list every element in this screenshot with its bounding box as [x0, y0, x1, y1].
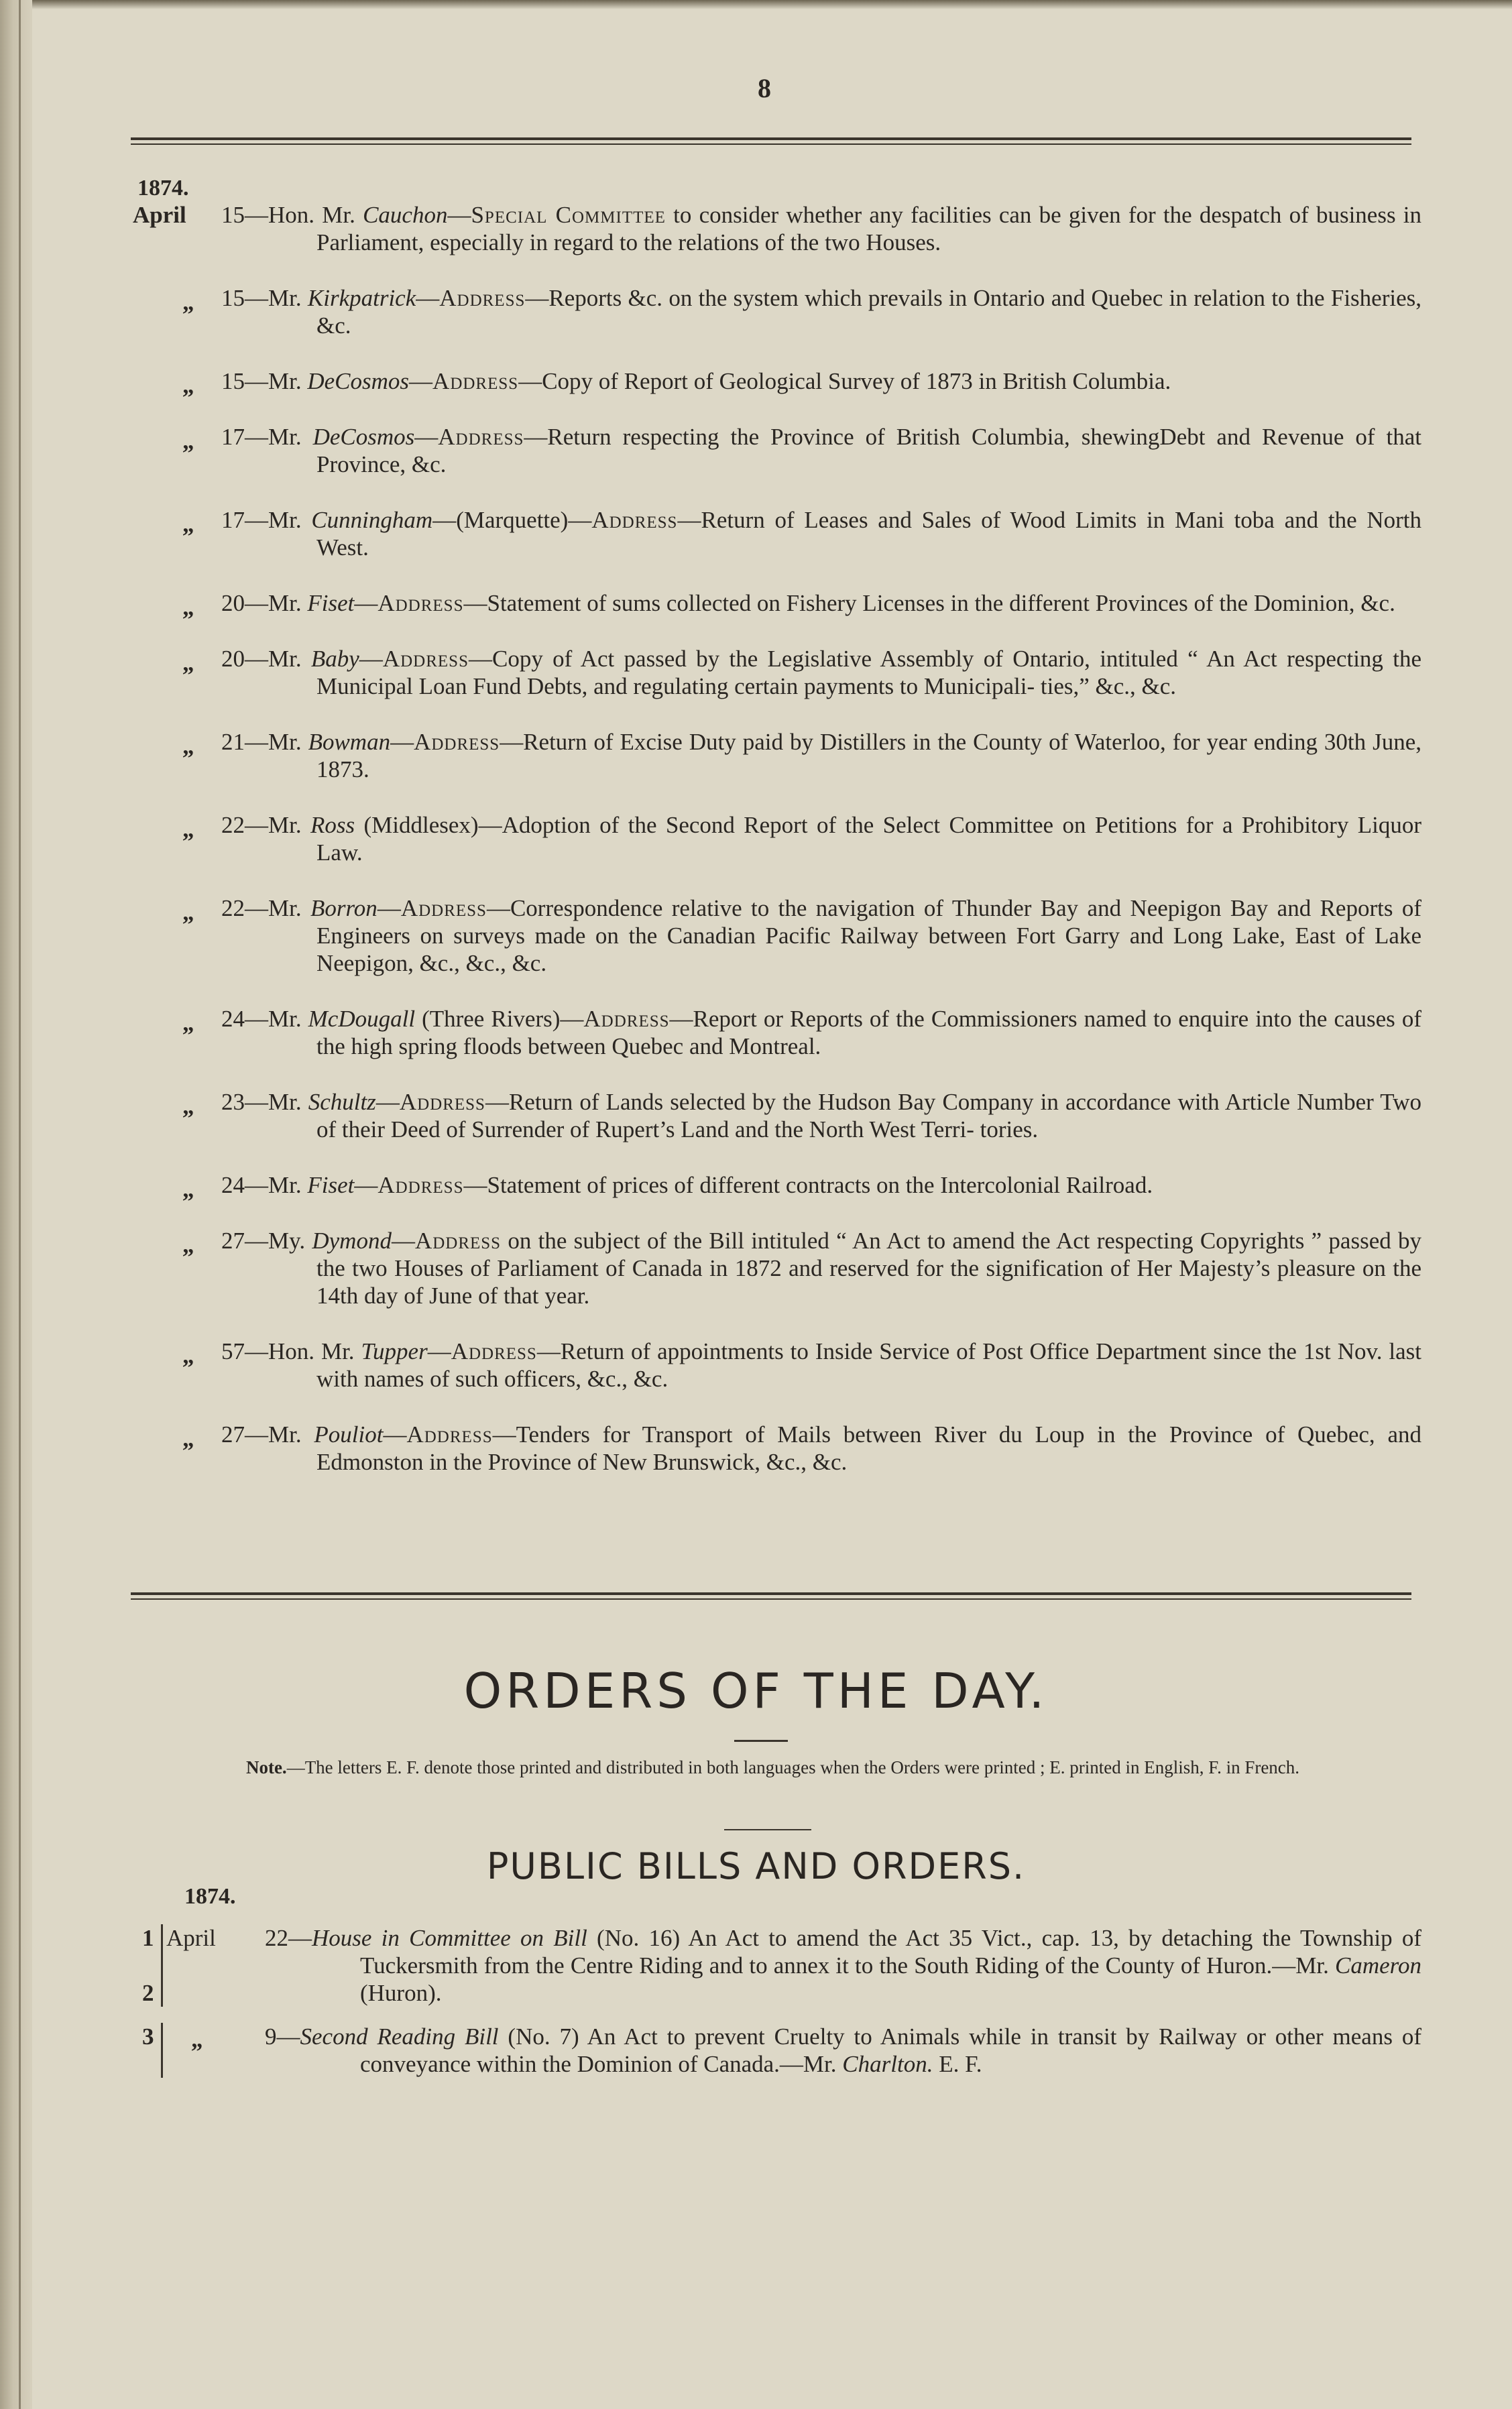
public-bills-title: PUBLIC BILLS AND ORDERS.: [486, 1845, 1026, 1887]
text-fragment: 17—Mr.: [221, 507, 312, 533]
ditto-mark: „: [182, 372, 194, 398]
text-fragment: —Return respecting the Province of British Columbia, shewingDebt and Revenue of that Province, &c.: [316, 424, 1421, 477]
order-number: 1: [142, 1925, 154, 1951]
bills-list: [127, 1924, 1421, 2094]
note-text: —The letters E. F. denote those printed and distributed in both languages when the Orders were printed ; E. printed in English, F. in French.: [286, 1757, 1300, 1777]
text-fragment: —: [354, 1172, 378, 1198]
notice-entry: [127, 1227, 1421, 1309]
text-fragment: Cameron: [1335, 1952, 1421, 1979]
text-fragment: 21—Mr.: [221, 729, 308, 755]
text-fragment: Address: [451, 1338, 537, 1364]
text-fragment: Bowman: [308, 729, 391, 755]
header-year: 1874.: [137, 176, 189, 200]
text-fragment: DeCosmos: [312, 424, 415, 450]
number-column-rule: [161, 2023, 163, 2078]
text-fragment: —: [409, 368, 433, 394]
text-fragment: Charlton.: [842, 2051, 933, 2077]
note-divider: [724, 1829, 811, 1830]
text-fragment: (No. 7) An Act to prevent Cruelty to Animals while in transit by Railway or other means of conveyance within the Dominion of Canada.—Mr.: [360, 2023, 1421, 2077]
notice-entry: [127, 589, 1421, 620]
text-fragment: (Middlesex)—Adoption of the Second Report of the Select Committee on Petitions for a Prohibitory Liquor Law.: [316, 812, 1421, 866]
bills-year: 1874.: [184, 1884, 236, 1909]
entry-text: [221, 1227, 1421, 1309]
text-fragment: Address: [439, 285, 526, 311]
text-fragment: (Three Rivers)—: [415, 1006, 584, 1032]
ditto-mark: „: [191, 2026, 203, 2052]
text-fragment: McDougall: [308, 1006, 416, 1032]
text-fragment: Pouliot: [314, 1421, 384, 1448]
text-fragment: 24—Mr.: [221, 1172, 308, 1198]
ditto-mark: „: [182, 594, 194, 620]
text-fragment: —Return of Excise Duty paid by Distillers in the County of Waterloo, for year ending 30th June, 1873.: [316, 729, 1421, 782]
ditto-mark: „: [182, 733, 194, 759]
entry-text: [221, 367, 1421, 395]
text-fragment: to consider whether any facilities can be given for the despatch of business in Parliament, especially in regard to the relations of the two Houses.: [316, 202, 1422, 255]
text-fragment: 24—Mr.: [221, 1006, 308, 1032]
text-fragment: —Return of Leases and Sales of Wood Limits in Mani toba and the North West.: [316, 507, 1421, 561]
entry-text: [221, 589, 1421, 617]
text-fragment: (No. 16) An Act to amend the Act 35 Vict., cap. 13, by detaching the Township of Tuckersmith from the Centre Riding and to annex it to the South Riding of the County of Huron.—Mr.: [360, 1925, 1421, 1979]
entry-text: [221, 1088, 1421, 1143]
notice-entry: [127, 284, 1421, 339]
text-fragment: Tupper: [361, 1338, 428, 1364]
text-fragment: —: [390, 729, 414, 755]
entry-text: [221, 506, 1421, 561]
text-fragment: —: [354, 590, 378, 616]
notice-entry: [127, 894, 1421, 977]
text-fragment: —: [377, 895, 401, 921]
entry-text: [221, 1171, 1421, 1199]
text-fragment: —Copy of Act passed by the Legislative Assembly of Ontario, intituled “ An Act respecting the Municipal Loan Fund Debts, and regulating certain payments to Municipali- ties,” &c., &c.: [316, 646, 1421, 699]
text-fragment: —Reports &c. on the system which prevails in Ontario and Quebec in relation to the Fisheries, &c.: [316, 285, 1421, 339]
ditto-mark: „: [182, 816, 194, 842]
text-fragment: Cauchon: [363, 202, 448, 228]
text-fragment: 22—Mr.: [221, 812, 310, 838]
notice-entry: [127, 423, 1421, 478]
entry-text: [221, 645, 1421, 700]
text-fragment: 20—Mr.: [221, 646, 311, 672]
notice-entries: [127, 201, 1421, 1504]
text-fragment: —: [359, 646, 383, 672]
text-fragment: (Huron).: [360, 1980, 442, 2006]
text-fragment: Baby: [310, 646, 359, 672]
text-fragment: DeCosmos: [307, 368, 410, 394]
text-fragment: —: [447, 202, 471, 228]
text-fragment: 9—: [265, 2023, 300, 2050]
text-fragment: Address: [583, 1006, 670, 1032]
text-fragment: Address: [406, 1421, 493, 1448]
text-fragment: Fiset: [307, 590, 355, 616]
entry-text: [221, 728, 1421, 783]
text-fragment: —Return of appointments to Inside Service of Post Office Department since the 1st Nov. last with names of such officers, &c., &c.: [316, 1338, 1421, 1392]
text-fragment: —: [375, 1089, 400, 1115]
entry-text: [221, 1421, 1421, 1476]
ditto-mark: „: [182, 511, 194, 537]
text-fragment: 22—Mr.: [221, 895, 310, 921]
text-fragment: 22—: [265, 1925, 312, 1951]
text-fragment: House in Committee on Bill: [312, 1925, 587, 1951]
bill-text: [265, 1924, 1421, 2007]
ditto-mark: „: [182, 899, 194, 925]
page-top-shadow: [0, 0, 1512, 9]
text-fragment: —Report or Reports of the Commissioners named to enquire into the causes of the high spring floods between Quebec and Montreal.: [316, 1006, 1421, 1059]
ditto-mark: „: [182, 289, 194, 315]
text-fragment: 20—Mr.: [221, 590, 308, 616]
text-fragment: Ross: [310, 812, 355, 838]
notice-entry: [127, 1338, 1421, 1393]
text-fragment: Second Reading Bill: [300, 2023, 499, 2050]
text-fragment: 27—My.: [221, 1228, 312, 1254]
entry-text: [221, 284, 1421, 339]
text-fragment: 27—Mr.: [221, 1421, 314, 1448]
notice-entry: [127, 201, 1421, 256]
ditto-mark: „: [182, 650, 194, 676]
bill-entry: [127, 1924, 1421, 2007]
text-fragment: —Statement of prices of different contracts on the Intercolonial Railroad.: [463, 1172, 1153, 1198]
notice-entry: [127, 728, 1421, 783]
notice-entry: [127, 1005, 1421, 1060]
text-fragment: Address: [438, 424, 524, 450]
text-fragment: on the subject of the Bill intituled “ An Act to amend the Act respecting Copyrights ” passed by the two Houses of Parliament of Canada in 1872 and reserved for the signification of Her Majesty’s pleasure on the 14th day of June of that year.: [316, 1228, 1421, 1309]
text-fragment: Address: [432, 368, 519, 394]
entry-month: April: [133, 202, 186, 228]
text-fragment: 17—Mr.: [221, 424, 313, 450]
text-fragment: —: [427, 1338, 451, 1364]
notice-entry: [127, 367, 1421, 398]
text-fragment: Kirkpatrick: [307, 285, 416, 311]
text-fragment: Address: [414, 729, 500, 755]
text-fragment: Address: [591, 507, 678, 533]
text-fragment: 15—Mr.: [221, 285, 308, 311]
ditto-mark: „: [182, 1093, 194, 1119]
notice-entry: [127, 1421, 1421, 1476]
text-fragment: Schultz: [308, 1089, 376, 1115]
section-rule: [131, 1592, 1411, 1602]
title-divider: [734, 1740, 788, 1742]
notice-entry: [127, 506, 1421, 561]
text-fragment: Address: [399, 1089, 485, 1115]
text-fragment: —Tenders for Transport of Mails between River du Loup in the Province of Quebec, and Edmonston in the Province of New Brunswick, &c., &c.: [316, 1421, 1421, 1475]
ditto-mark: „: [182, 1425, 194, 1452]
ditto-mark: „: [182, 428, 194, 454]
text-fragment: Address: [414, 1228, 502, 1254]
text-fragment: 15—Mr.: [221, 368, 308, 394]
ditto-mark: „: [182, 1010, 194, 1036]
text-fragment: —: [383, 1421, 407, 1448]
notice-entry: [127, 645, 1421, 700]
notice-entry: [127, 811, 1421, 866]
entry-text: [221, 1005, 1421, 1060]
number-column-rule: [161, 1924, 163, 2007]
text-fragment: —Correspondence relative to the navigation of Thunder Bay and Neepigon Bay and Reports of Engineers on surveys made on the Canadian Pacific Railway between Fort Garry and Long Lake, East of Lake Neepigon, &c., &c., &c.: [316, 895, 1421, 976]
text-fragment: Address: [377, 590, 464, 616]
text-fragment: 57—Hon. Mr.: [221, 1338, 361, 1364]
entry-text: [221, 811, 1421, 866]
text-fragment: —Return of Lands selected by the Hudson Bay Company in accordance with Article Number Two of their Deed of Surrender of Rupert’s Land and the North West Terri- tories.: [316, 1089, 1421, 1142]
binding-edge: [0, 0, 32, 2409]
text-fragment: —Statement of sums collected on Fishery Licenses in the different Provinces of the Dominion, &c.: [463, 590, 1395, 616]
text-fragment: Cunningham: [311, 507, 433, 533]
bill-entry: [127, 2023, 1421, 2078]
note-label: Note.: [245, 1757, 287, 1777]
notice-entry: [127, 1171, 1421, 1202]
order-number: 3: [142, 2023, 154, 2050]
text-fragment: Address: [377, 1172, 464, 1198]
text-fragment: Borron: [310, 895, 377, 921]
text-fragment: 15—Hon. Mr.: [221, 202, 363, 228]
ditto-mark: „: [182, 1342, 194, 1368]
entry-text: [221, 1338, 1421, 1393]
bill-text: [265, 2023, 1421, 2078]
binding-line: [19, 0, 21, 2409]
entry-text: [221, 423, 1421, 478]
text-fragment: —Copy of Report of Geological Survey of 1873 in British Columbia.: [518, 368, 1171, 394]
ditto-mark: „: [182, 1232, 194, 1258]
page-number: 8: [758, 73, 771, 103]
text-fragment: —: [414, 424, 439, 450]
note-paragraph: [127, 1757, 1418, 1779]
text-fragment: Fiset: [307, 1172, 355, 1198]
text-fragment: Address: [382, 646, 469, 672]
header-rule: [131, 137, 1411, 147]
orders-of-the-day-title: ORDERS OF THE DAY.: [463, 1663, 1049, 1719]
bill-month: April: [166, 1925, 216, 1951]
entry-text: [221, 201, 1421, 256]
notice-entry: [127, 1088, 1421, 1143]
entry-text: [221, 894, 1421, 977]
text-fragment: E. F.: [933, 2051, 982, 2077]
ditto-mark: „: [182, 1176, 194, 1202]
order-number: 2: [142, 1980, 154, 2006]
text-fragment: Address: [400, 895, 487, 921]
text-fragment: —: [391, 1228, 415, 1254]
text-fragment: Special Committee: [471, 202, 666, 228]
text-fragment: Dymond: [312, 1228, 392, 1254]
text-fragment: 23—Mr.: [221, 1089, 308, 1115]
text-fragment: —: [416, 285, 440, 311]
text-fragment: —(Marquette)—: [432, 507, 592, 533]
